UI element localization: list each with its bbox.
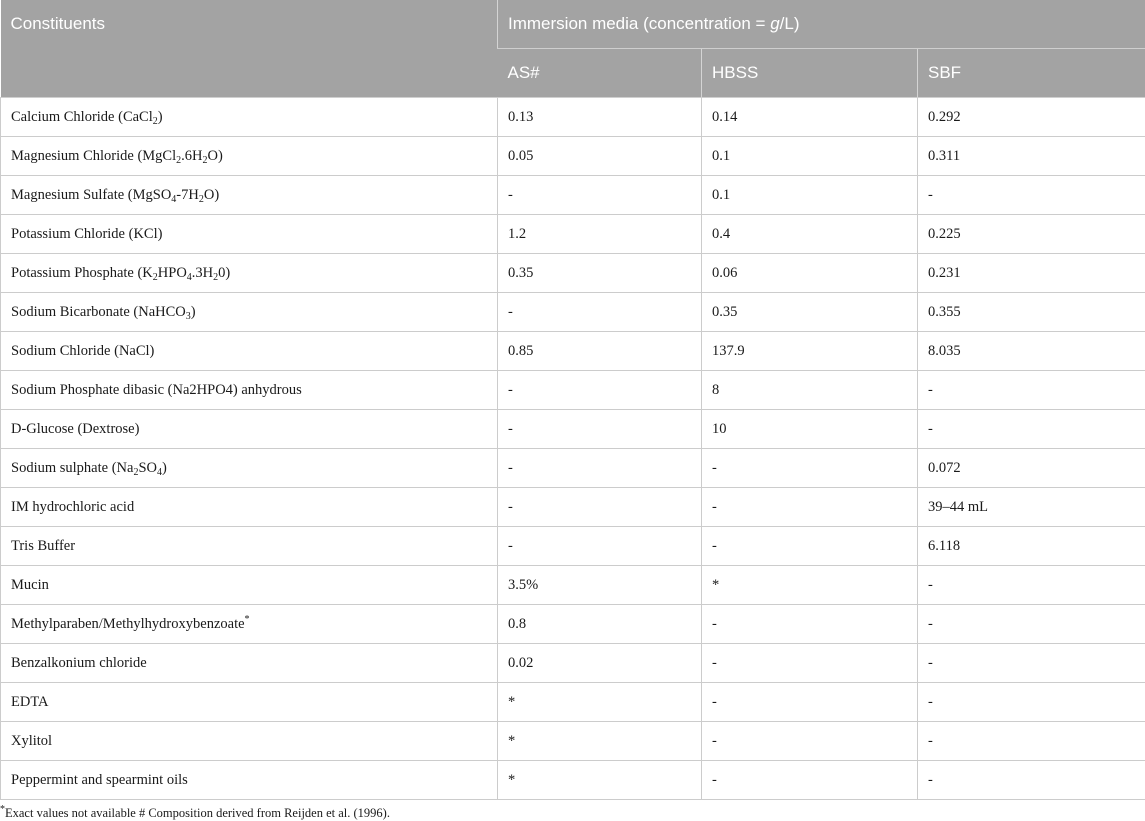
as-value-cell: 0.35 bbox=[498, 254, 702, 293]
hbss-value-cell: 0.1 bbox=[702, 176, 918, 215]
sbf-value-cell: 6.118 bbox=[918, 527, 1145, 566]
immersion-media-prefix: Immersion media (concentration = bbox=[508, 14, 770, 33]
constituent-name-part: O) bbox=[204, 187, 219, 203]
as-value-cell: - bbox=[498, 293, 702, 332]
constituent-name-part: -7H bbox=[176, 187, 199, 203]
as-value-cell: * bbox=[498, 722, 702, 761]
immersion-media-suffix: /L) bbox=[780, 14, 800, 33]
hbss-value-cell: 0.4 bbox=[702, 215, 918, 254]
sbf-value-cell: - bbox=[918, 566, 1145, 605]
as-value-cell: 0.8 bbox=[498, 605, 702, 644]
as-value-cell: * bbox=[498, 683, 702, 722]
constituent-name-cell bbox=[1, 137, 498, 176]
constituent-name-part: D-Glucose (Dextrose) bbox=[11, 421, 139, 437]
constituent-name-part: 2 bbox=[199, 194, 204, 205]
constituent-name-part: 3 bbox=[186, 311, 191, 322]
hbss-value-cell: - bbox=[702, 722, 918, 761]
table-body bbox=[1, 98, 1145, 800]
column-header-sbf: SBF bbox=[918, 49, 1145, 98]
table-row bbox=[1, 293, 1145, 332]
constituent-name-cell bbox=[1, 761, 498, 800]
as-value-cell: 0.85 bbox=[498, 332, 702, 371]
constituent-name-part: EDTA bbox=[11, 694, 49, 710]
hbss-value-cell: - bbox=[702, 683, 918, 722]
as-value-cell: 0.13 bbox=[498, 98, 702, 137]
constituent-name-cell bbox=[1, 371, 498, 410]
sbf-value-cell: 8.035 bbox=[918, 332, 1145, 371]
constituent-name-part: * bbox=[245, 614, 250, 625]
constituent-name-cell bbox=[1, 254, 498, 293]
as-value-cell: 1.2 bbox=[498, 215, 702, 254]
hbss-value-cell: 8 bbox=[702, 371, 918, 410]
table-row bbox=[1, 722, 1145, 761]
constituent-name-part: 2 bbox=[153, 272, 158, 283]
hbss-value-cell: 0.06 bbox=[702, 254, 918, 293]
constituent-name-part: ) bbox=[191, 304, 196, 320]
table-row bbox=[1, 566, 1145, 605]
constituent-name-part: Xylitol bbox=[11, 733, 52, 749]
as-value-cell: - bbox=[498, 488, 702, 527]
constituent-name-part: 2 bbox=[203, 155, 208, 166]
constituent-name-cell bbox=[1, 449, 498, 488]
footnote-text: Exact values not available # Composition derived from Reijden et al. (1996). bbox=[5, 806, 390, 820]
constituent-name-part: Tris Buffer bbox=[11, 538, 75, 554]
constituent-name-part: Calcium Chloride (CaCl bbox=[11, 109, 153, 125]
as-value-cell: - bbox=[498, 527, 702, 566]
constituent-name-part: Potassium Chloride (KCl) bbox=[11, 226, 162, 242]
table-row bbox=[1, 254, 1145, 293]
constituent-name-part: Potassium Phosphate (K bbox=[11, 265, 153, 281]
constituent-name-part: IM hydrochloric acid bbox=[11, 499, 134, 515]
as-value-cell: - bbox=[498, 371, 702, 410]
constituent-name-cell bbox=[1, 293, 498, 332]
immersion-media-header bbox=[498, 0, 1145, 49]
constituent-name-part: .6H bbox=[181, 148, 202, 164]
hbss-value-cell: - bbox=[702, 449, 918, 488]
sbf-value-cell: 0.355 bbox=[918, 293, 1145, 332]
sbf-value-cell: 39–44 mL bbox=[918, 488, 1145, 527]
constituent-name-part: Magnesium Sulfate (MgSO bbox=[11, 187, 171, 203]
constituent-name-cell bbox=[1, 605, 498, 644]
constituent-name-part: 2 bbox=[153, 116, 158, 127]
constituent-name-cell bbox=[1, 332, 498, 371]
constituent-name-cell bbox=[1, 98, 498, 137]
sbf-value-cell: 0.311 bbox=[918, 137, 1145, 176]
sbf-value-cell: - bbox=[918, 605, 1145, 644]
table-row bbox=[1, 449, 1145, 488]
as-value-cell: - bbox=[498, 449, 702, 488]
as-value-cell: 3.5% bbox=[498, 566, 702, 605]
hbss-value-cell: - bbox=[702, 605, 918, 644]
table-row bbox=[1, 215, 1145, 254]
as-value-cell: 0.02 bbox=[498, 644, 702, 683]
constituent-name-part: O) bbox=[208, 148, 223, 164]
sbf-value-cell: 0.225 bbox=[918, 215, 1145, 254]
table-row bbox=[1, 371, 1145, 410]
constituent-name-part: 2 bbox=[176, 155, 181, 166]
constituent-name-part: .3H bbox=[192, 265, 213, 281]
hbss-value-cell: 0.14 bbox=[702, 98, 918, 137]
column-header-hbss: HBSS bbox=[702, 49, 918, 98]
table-row bbox=[1, 683, 1145, 722]
column-header-as: AS# bbox=[498, 49, 702, 98]
hbss-value-cell: 0.1 bbox=[702, 137, 918, 176]
constituent-name-part: 4 bbox=[171, 194, 176, 205]
hbss-value-cell: 137.9 bbox=[702, 332, 918, 371]
constituent-name-part: 4 bbox=[187, 272, 192, 283]
constituent-name-part: 2 bbox=[133, 467, 138, 478]
table-row bbox=[1, 644, 1145, 683]
as-value-cell: - bbox=[498, 176, 702, 215]
sbf-value-cell: - bbox=[918, 722, 1145, 761]
hbss-value-cell: * bbox=[702, 566, 918, 605]
as-value-cell: - bbox=[498, 410, 702, 449]
constituent-name-part: Methylparaben/Methylhydroxybenzoate bbox=[11, 616, 245, 632]
table-header bbox=[1, 0, 1145, 98]
constituent-name-part: HPO bbox=[158, 265, 187, 281]
constituent-name-part: ) bbox=[158, 109, 163, 125]
sbf-value-cell: - bbox=[918, 371, 1145, 410]
constituent-name-cell bbox=[1, 176, 498, 215]
table-row bbox=[1, 176, 1145, 215]
constituent-name-part: ) bbox=[162, 460, 167, 476]
constituent-name-cell bbox=[1, 683, 498, 722]
header-row-top bbox=[1, 0, 1145, 49]
constituent-name-part: Sodium Bicarbonate (NaHCO bbox=[11, 304, 186, 320]
hbss-value-cell: - bbox=[702, 488, 918, 527]
constituent-name-part: Mucin bbox=[11, 577, 49, 593]
constituent-name-cell bbox=[1, 722, 498, 761]
sbf-value-cell: 0.292 bbox=[918, 98, 1145, 137]
sbf-value-cell: 0.072 bbox=[918, 449, 1145, 488]
table-row bbox=[1, 410, 1145, 449]
as-value-cell: 0.05 bbox=[498, 137, 702, 176]
sbf-value-cell: - bbox=[918, 683, 1145, 722]
hbss-value-cell: 0.35 bbox=[702, 293, 918, 332]
constituent-name-part: 2 bbox=[213, 272, 218, 283]
table-footnote bbox=[0, 800, 1145, 821]
constituent-name-part: SO bbox=[138, 460, 157, 476]
hbss-value-cell: 10 bbox=[702, 410, 918, 449]
constituent-name-part: Sodium sulphate (Na bbox=[11, 460, 133, 476]
constituent-name-cell bbox=[1, 644, 498, 683]
table-row bbox=[1, 605, 1145, 644]
table-row bbox=[1, 761, 1145, 800]
sbf-value-cell: - bbox=[918, 644, 1145, 683]
sbf-value-cell: - bbox=[918, 410, 1145, 449]
table-row bbox=[1, 488, 1145, 527]
constituents-header-label: Constituents bbox=[11, 14, 106, 33]
hbss-value-cell: - bbox=[702, 527, 918, 566]
as-value-cell: * bbox=[498, 761, 702, 800]
constituent-name-cell bbox=[1, 488, 498, 527]
table-row bbox=[1, 98, 1145, 137]
sbf-value-cell: - bbox=[918, 761, 1145, 800]
hbss-value-cell: - bbox=[702, 644, 918, 683]
table-row bbox=[1, 137, 1145, 176]
constituent-name-part: 4 bbox=[157, 467, 162, 478]
constituent-name-part: Sodium Chloride (NaCl) bbox=[11, 343, 154, 359]
constituent-name-cell bbox=[1, 527, 498, 566]
immersion-media-unit: g bbox=[770, 14, 779, 33]
footnote-star: * bbox=[0, 804, 5, 815]
constituents-header bbox=[1, 0, 498, 98]
hbss-value-cell: - bbox=[702, 761, 918, 800]
sbf-value-cell: - bbox=[918, 176, 1145, 215]
constituent-name-part: Magnesium Chloride (MgCl bbox=[11, 148, 176, 164]
constituent-name-part: 0) bbox=[218, 265, 230, 281]
table-row bbox=[1, 527, 1145, 566]
table-row bbox=[1, 332, 1145, 371]
constituent-name-cell bbox=[1, 410, 498, 449]
constituent-name-part: Sodium Phosphate dibasic (Na2HPO4) anhydrous bbox=[11, 382, 302, 398]
constituent-name-part: Benzalkonium chloride bbox=[11, 655, 147, 671]
constituent-name-part: Peppermint and spearmint oils bbox=[11, 772, 188, 788]
sbf-value-cell: 0.231 bbox=[918, 254, 1145, 293]
constituent-name-cell bbox=[1, 566, 498, 605]
constituent-name-cell bbox=[1, 215, 498, 254]
